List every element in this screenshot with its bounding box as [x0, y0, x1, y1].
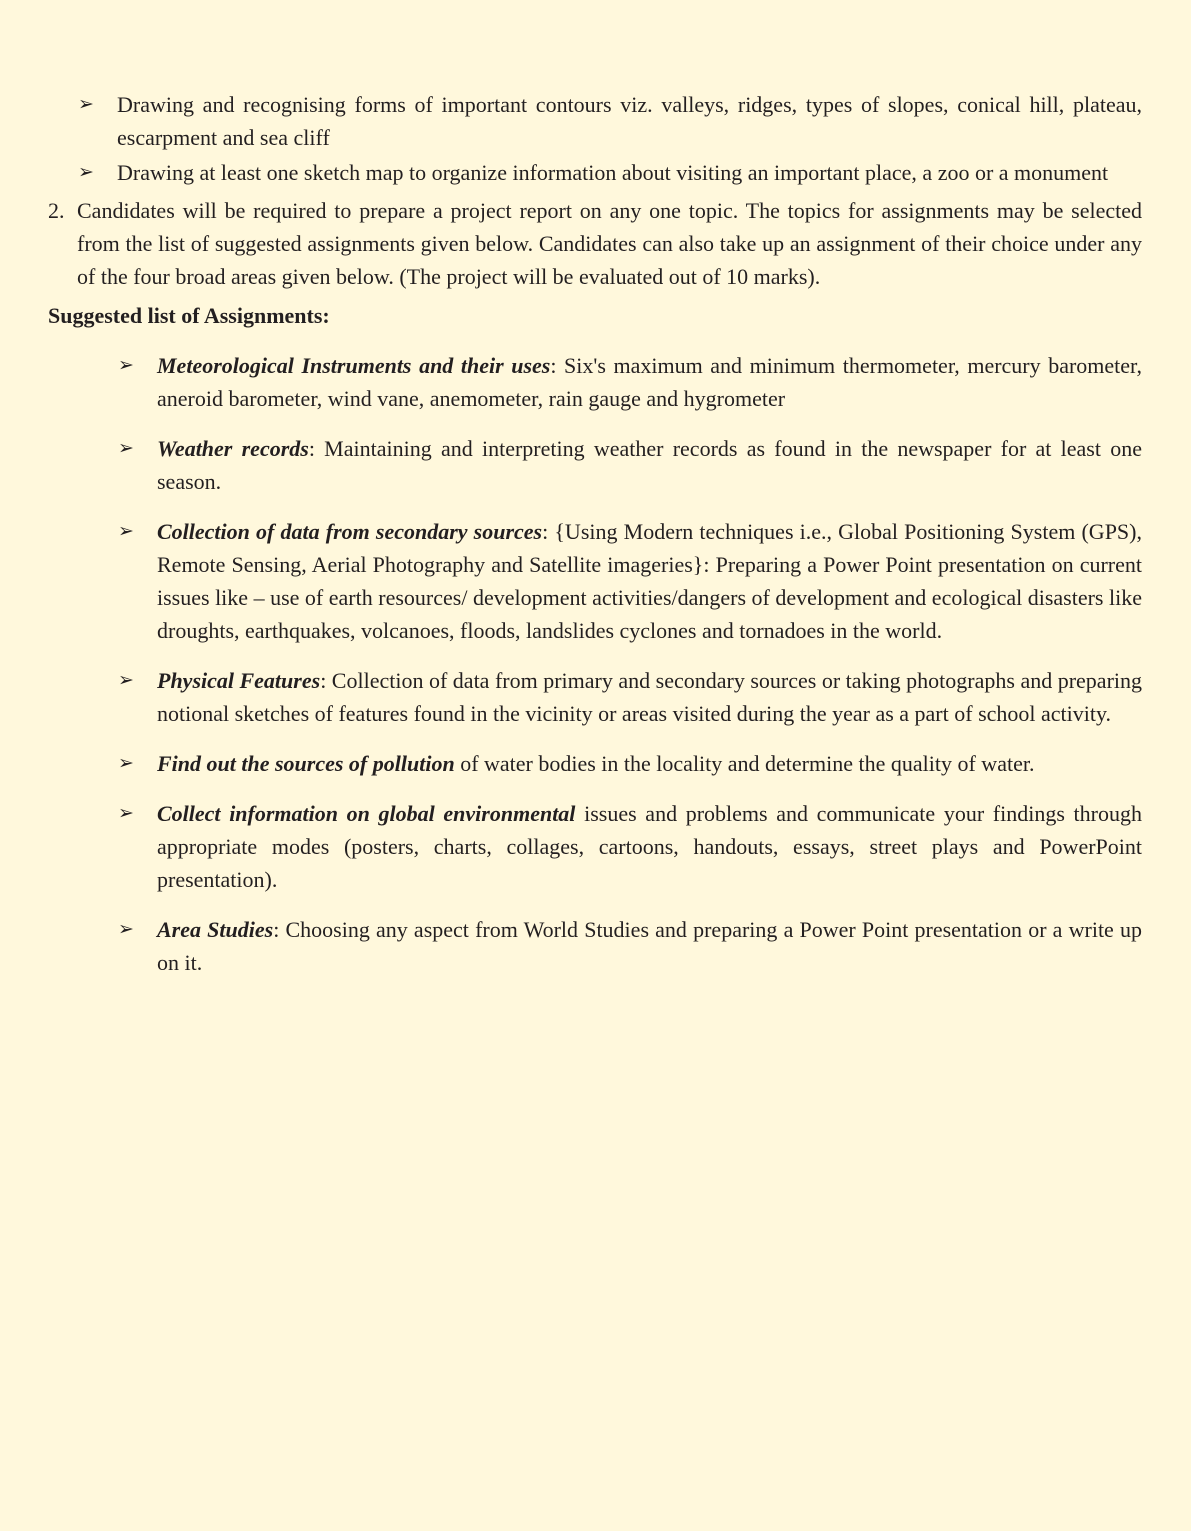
- arrow-bullet-icon: ➢: [118, 802, 134, 824]
- arrow-bullet-icon: ➢: [118, 752, 134, 774]
- assignment-item: [48, 515, 1142, 647]
- list-item-text: Drawing and recognising forms of important contours viz. valleys, ridges, types of slopes, conical hill, plateau, escarpment and sea cliff: [117, 92, 1142, 150]
- arrow-bullet-icon: ➢: [118, 520, 134, 542]
- arrow-bullet-icon: ➢: [118, 669, 134, 691]
- assignment-title: Physical Features: [157, 668, 321, 693]
- arrow-bullet-icon: ➢: [118, 437, 134, 459]
- section-heading: Suggested list of Assignments:: [48, 303, 330, 328]
- point-number: 2.: [48, 198, 65, 223]
- assignment-title: Collect information on global environmental: [157, 801, 576, 826]
- assignment-text: issues and problems and communicate your findings through appropriate modes (posters, charts, collages, cartoons, handouts, essays, street plays and PowerPoint presentation).: [157, 801, 1142, 892]
- assignment-item: [48, 664, 1142, 730]
- assignment-text: : Collection of data from primary and secondary sources or taking photographs and preparing notional sketches of features found in the vicinity or areas visited during the year as a part of school activity.: [157, 668, 1143, 726]
- arrow-bullet-icon: ➢: [78, 93, 94, 115]
- list-item: [48, 156, 1142, 189]
- assignment-title: Meteorological Instruments and their uses: [157, 353, 551, 378]
- assignment-title: Find out the sources of pollution: [157, 751, 455, 776]
- assignment-text: : {Using Modern techniques i.e., Global Positioning System (GPS), Remote Sensing, Aerial Photography and Satellite imageries}: Preparing a Power Point presentation on current issues like – use of earth resources/ development activities/dangers of development and ecological disasters like droughts, earthquakes, volcanoes, floods, landslides cyclones and tornadoes in the world.: [157, 519, 1142, 643]
- assignment-item: [48, 913, 1142, 979]
- arrow-bullet-icon: ➢: [78, 161, 94, 183]
- assignments-list: [48, 349, 1142, 979]
- assignment-item: [48, 797, 1142, 896]
- document-page: [48, 88, 1142, 996]
- assignment-title: Area Studies: [157, 917, 274, 942]
- assignment-text: : Choosing any aspect from World Studies and preparing a Power Point presentation or a write up on it.: [157, 917, 1142, 975]
- practical-work-list: [48, 88, 1142, 189]
- assignment-text: of water bodies in the locality and determine the quality of water.: [454, 751, 1035, 776]
- assignment-text: : Six's maximum and minimum thermometer, mercury barometer, aneroid barometer, wind vane, anemometer, rain gauge and hygrometer: [157, 353, 1142, 411]
- assignment-title: Collection of data from secondary sources: [157, 519, 543, 544]
- point-text: Candidates will be required to prepare a project report on any one topic. The topics for assignments may be selected from the list of suggested assignments given below. Candidates can also take up an assignment of their choice under any of the four broad areas given below. (The project will be evaluated out of 10 marks).: [77, 198, 1142, 289]
- point-2-paragraph: [48, 194, 1142, 293]
- assignment-title: Weather records: [157, 436, 309, 461]
- list-item-text: Drawing at least one sketch map to organize information about visiting an important place, a zoo or a monument: [117, 160, 1109, 185]
- assignment-item: [48, 747, 1142, 780]
- list-item: [48, 88, 1142, 154]
- assignment-item: [48, 349, 1142, 415]
- arrow-bullet-icon: ➢: [118, 354, 134, 376]
- assignment-item: [48, 432, 1142, 498]
- arrow-bullet-icon: ➢: [118, 918, 134, 940]
- assignment-text: : Maintaining and interpreting weather records as found in the newspaper for at least one season.: [157, 436, 1142, 494]
